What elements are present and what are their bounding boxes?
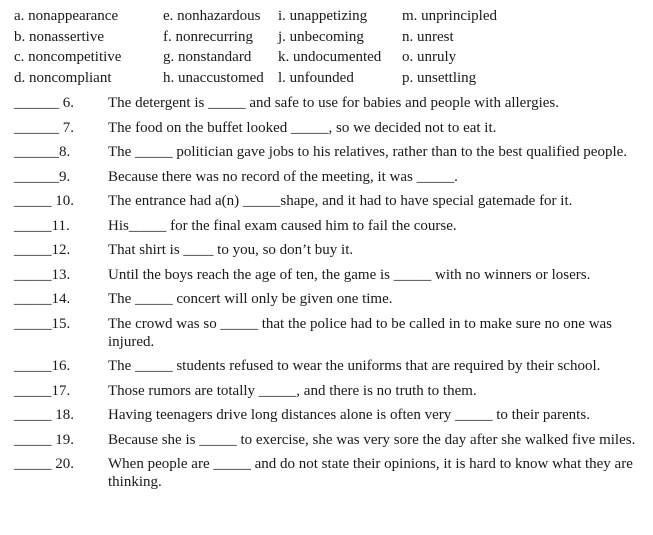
word-bank-row: [14, 68, 644, 89]
question-item: [0, 406, 653, 424]
answer-blank[interactable]: _____11.: [14, 217, 70, 234]
word-bank-entry: f. nonrecurring: [163, 28, 253, 45]
answer-blank[interactable]: ______ 7.: [14, 119, 74, 136]
question-item: [0, 94, 653, 112]
question-item: [0, 357, 653, 375]
word-bank-entry: j. unbecoming: [278, 28, 364, 45]
question-text: Until the boys reach the age of ten, the game is _____ with no winners or losers.: [108, 266, 591, 283]
question-text: The food on the buffet looked _____, so we decided not to eat it.: [108, 119, 497, 136]
question-text: Having teenagers drive long distances alone is often very _____ to their parents.: [108, 407, 590, 423]
answer-blank[interactable]: _____15.: [14, 315, 71, 332]
question-text: The _____ politician gave jobs to his relatives, rather than to the best qualified people.: [108, 144, 628, 160]
question-text: The _____ students refused to wear the uniforms that are required by their school.: [108, 358, 601, 374]
word-bank-entry: a. nonappearance: [14, 8, 119, 24]
word-bank-entry: h. unaccustomed: [163, 69, 264, 86]
question-item: [0, 168, 653, 186]
answer-blank[interactable]: _____ 20.: [14, 456, 74, 472]
word-bank-entry: g. nonstandard: [163, 49, 252, 65]
question-text: The _____ concert will only be given one time.: [108, 291, 393, 307]
question-item: [0, 382, 653, 400]
question-item: [0, 290, 653, 308]
question-text: That shirt is ____ to you, so don’t buy it.: [108, 242, 354, 258]
word-bank-entry: i. unappetizing: [278, 8, 368, 24]
word-bank-entry: o. unruly: [402, 49, 457, 65]
word-bank-entry: b. nonassertive: [14, 28, 104, 45]
question-item: [0, 192, 653, 210]
question-item: [0, 143, 653, 161]
question-text: The entrance had a(n) _____shape, and it had to have special gatemade for it.: [108, 193, 573, 209]
question-item: [0, 241, 653, 259]
question-text: The detergent is _____ and safe to use for babies and people with allergies.: [108, 95, 559, 111]
word-bank-row: [14, 47, 644, 68]
word-bank-row: [14, 6, 644, 27]
answer-blank[interactable]: _____ 10.: [14, 193, 74, 209]
question-text: Because she is _____ to exercise, she was very sore the day after she walked five miles.: [108, 431, 636, 448]
question-item: [0, 217, 653, 235]
answer-blank[interactable]: _____ 18.: [14, 407, 74, 423]
answer-blank[interactable]: ______ 6.: [14, 95, 74, 111]
question-text: Because there was no record of the meeting, it was _____.: [108, 168, 458, 185]
word-bank-entry: l. unfounded: [278, 69, 354, 86]
question-text: His_____ for the final exam caused him to fail the course.: [108, 217, 457, 234]
answer-blank[interactable]: _____ 19.: [14, 431, 74, 448]
answer-blank[interactable]: _____17.: [14, 382, 71, 399]
word-bank-entry: c. noncompetitive: [14, 49, 122, 65]
answer-blank[interactable]: ______9.: [14, 168, 71, 185]
word-bank-entry: m. unprincipled: [402, 8, 497, 24]
question-item: [0, 315, 653, 351]
word-bank-entry: k. undocumented: [278, 49, 382, 65]
question-text: When people are _____ and do not state their opinions, it is hard to know what they are thinking.: [108, 456, 633, 490]
question-list: [0, 94, 653, 491]
question-text: The crowd was so _____ that the police had to be called in to make sure no one was injured.: [108, 315, 613, 350]
word-bank-entry: n. unrest: [402, 28, 454, 45]
word-bank: [14, 6, 644, 88]
answer-blank[interactable]: _____12.: [14, 242, 71, 258]
word-bank-entry: d. noncompliant: [14, 69, 112, 86]
answer-blank[interactable]: _____13.: [14, 266, 71, 283]
word-bank-entry: p. unsettling: [402, 69, 477, 86]
answer-blank[interactable]: ______8.: [14, 144, 71, 160]
question-item: [0, 119, 653, 137]
question-item: [0, 266, 653, 284]
answer-blank[interactable]: _____16.: [14, 358, 71, 374]
word-bank-entry: e. nonhazardous: [163, 8, 261, 24]
question-text: Those rumors are totally _____, and there is no truth to them.: [108, 382, 477, 399]
question-item: [0, 455, 653, 491]
question-item: [0, 431, 653, 449]
answer-blank[interactable]: _____14.: [14, 291, 71, 307]
word-bank-row: [14, 27, 644, 48]
